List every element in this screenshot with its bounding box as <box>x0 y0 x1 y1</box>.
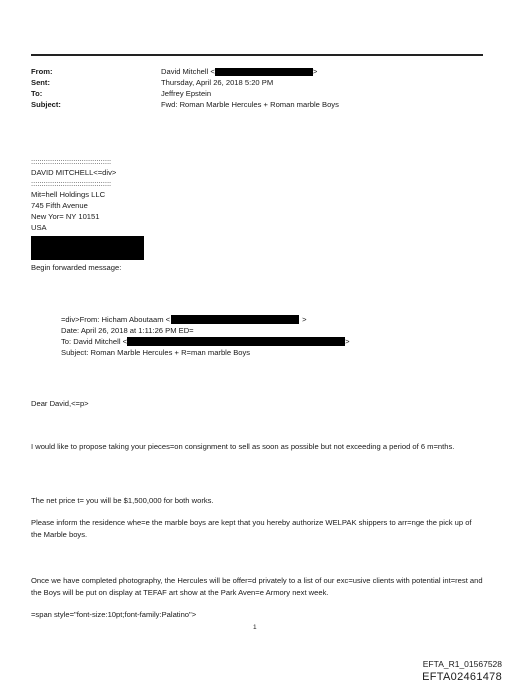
redaction-block <box>171 315 299 324</box>
sent-value: Thursday, April 26, 2018 5:20 PM <box>161 78 274 87</box>
signature-divider: :::::::::::::::::::::::::::::::::::::: <box>31 157 112 166</box>
signature-address-2: New Yor= NY 10151 <box>31 212 100 221</box>
subject-value: Fwd: Roman Marble Hercules + Roman marble Boys <box>161 100 339 109</box>
header-divider <box>31 54 483 56</box>
redaction-block <box>127 337 345 346</box>
from-row <box>31 66 339 77</box>
subject-row <box>31 99 339 110</box>
from-trail: > <box>312 67 318 76</box>
forward-intro: Begin forwarded message: <box>31 263 122 272</box>
from-sender: David Mitchell < <box>161 67 215 76</box>
signature-name: DAVID MITCHELL<=div> <box>31 168 117 177</box>
to-label: To: <box>31 89 43 98</box>
quoted-from-row <box>61 314 350 325</box>
quoted-to-row <box>61 336 350 347</box>
signature-company: Mit=hell Holdings LLC <box>31 190 106 199</box>
quoted-header <box>61 314 350 358</box>
efta-reference-small: EFTA_R1_01567528 <box>422 659 502 669</box>
quoted-from-trail: > <box>302 315 307 324</box>
sent-label: Sent: <box>31 78 50 87</box>
quoted-from: =div>From: Hicham Aboutaam < <box>61 315 171 324</box>
to-value: Jeffrey Epstein <box>161 89 212 98</box>
body-paragraph-5: =span style="font-size:10pt;font-family:Palatino"> <box>31 610 197 619</box>
efta-reference-large: EFTA02461478 <box>422 671 502 683</box>
signature-address-1: 745 Fifth Avenue <box>31 201 88 210</box>
from-label: From: <box>31 67 53 76</box>
body-paragraph-3: Please inform the residence whe=e the marble boys are kept that you hereby authorize WELPAK shippers to arr=nge the pick up of the Marble boys. <box>31 518 472 539</box>
body-paragraph-1: I would like to propose taking your pieces=on consignment to sell as soon as possible but not exceeding a period of 6 m=nths. <box>31 442 455 451</box>
signature-country: USA <box>31 223 47 232</box>
to-row <box>31 88 339 99</box>
body-greeting: Dear David,<=p> <box>31 399 89 408</box>
quoted-date: Date: April 26, 2018 at 1:11:26 PM ED= <box>61 326 194 335</box>
redaction-block <box>215 68 313 76</box>
quoted-to-trail: > <box>345 337 350 346</box>
redaction-block <box>31 236 144 260</box>
quoted-to: To: David Mitchell < <box>61 337 128 346</box>
quoted-subject: Subject: Roman Marble Hercules + R=man marble Boys <box>61 348 251 357</box>
signature-block <box>31 156 116 233</box>
subject-label: Subject: <box>31 100 61 109</box>
sent-row <box>31 77 339 88</box>
from-value <box>161 66 317 77</box>
email-header <box>31 66 339 110</box>
body-paragraph-4: Once we have completed photography, the Hercules will be offer=d privately to a list of our exc=usive clients with potential int=rest and the Boys will be put on display at TEFAF art show at the Park Aven=e Armory next week. <box>31 576 483 597</box>
page-number: 1 <box>253 624 257 631</box>
body-paragraph-2: The net price t= you will be $1,500,000 for both works. <box>31 496 214 505</box>
signature-divider: :::::::::::::::::::::::::::::::::::::: <box>31 179 112 188</box>
